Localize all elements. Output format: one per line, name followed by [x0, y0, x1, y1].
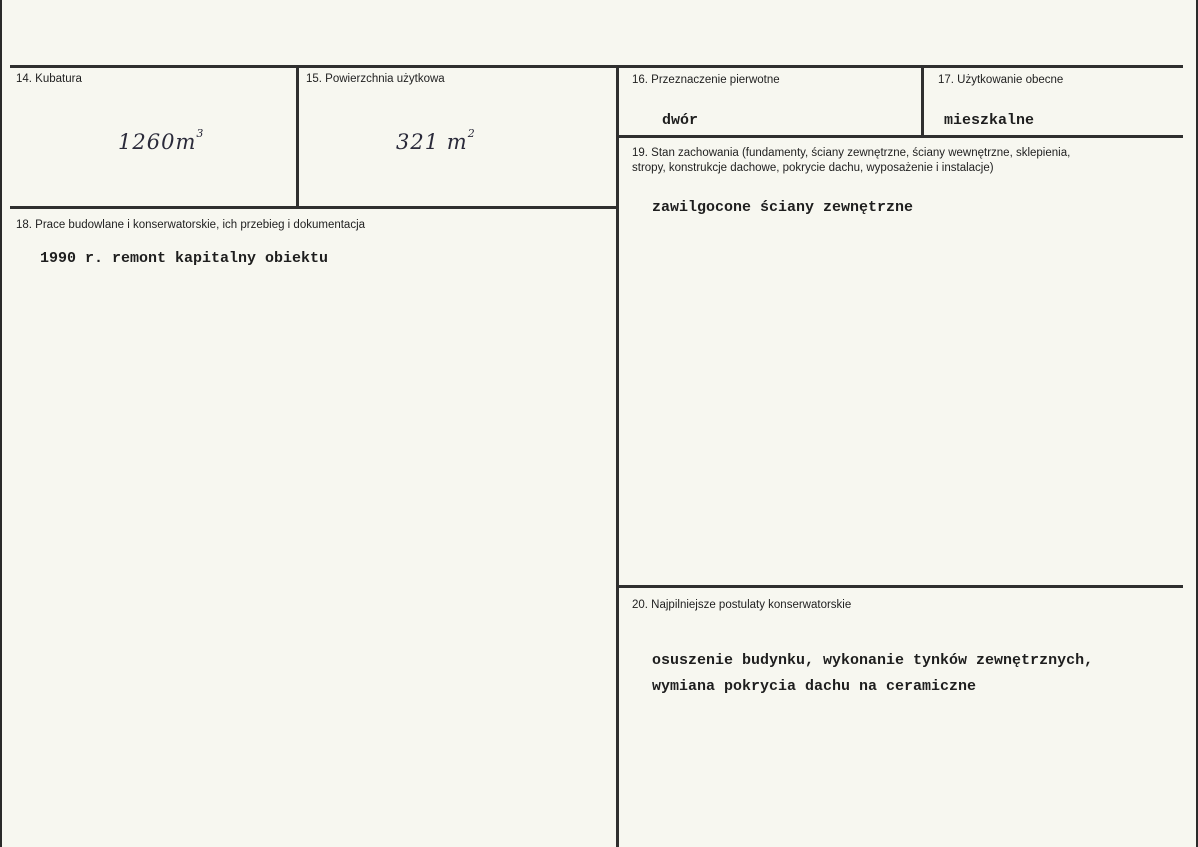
field-20-value-line1: osuszenie budynku, wykonanie tynków zewnętrznych,	[652, 652, 1094, 669]
rule-under-14-15	[10, 206, 619, 209]
field-15-unit: m	[446, 130, 468, 154]
divider-14-15	[296, 65, 299, 208]
field-20-label: 20. Najpilniejsze postulaty konserwatorskie	[632, 599, 852, 611]
field-19-value: zawilgocone ściany zewnętrzne	[652, 199, 914, 216]
field-15-number: 321	[396, 130, 440, 154]
rule-under-16-17	[618, 135, 1183, 138]
divider-center	[616, 65, 619, 847]
field-16-label: 16. Przeznaczenie pierwotne	[632, 74, 780, 86]
field-14-unit: m	[175, 130, 197, 154]
field-15-value	[396, 127, 476, 154]
field-14-number: 1260	[118, 130, 176, 154]
field-19-label-line1: 19. Stan zachowania (fundamenty, ściany zewnętrzne, ściany wewnętrzne, sklepienia,	[632, 147, 1071, 159]
field-18-value: 1990 r. remont kapitalny obiektu	[40, 250, 329, 267]
field-16-value: dwór	[662, 112, 699, 129]
field-15-exponent: 2	[467, 127, 476, 140]
field-14-label: 14. Kubatura	[16, 73, 82, 85]
top-rule	[10, 65, 1183, 68]
field-17-label: 17. Użytkowanie obecne	[938, 74, 1064, 86]
divider-16-17	[921, 65, 924, 137]
rule-above-20	[618, 585, 1183, 588]
field-14-exponent: 3	[196, 127, 205, 140]
field-19-label-line2: stropy, konstrukcje dachowe, pokrycie dachu, wyposażenie i instalacje)	[632, 162, 994, 174]
field-14-value	[118, 127, 205, 154]
field-17-value: mieszkalne	[944, 112, 1035, 129]
field-20-value-line2: wymiana pokrycia dachu na ceramiczne	[652, 678, 977, 695]
field-15-label: 15. Powierzchnia użytkowa	[306, 73, 445, 85]
field-18-label: 18. Prace budowlane i konserwatorskie, ich przebieg i dokumentacja	[16, 219, 366, 231]
